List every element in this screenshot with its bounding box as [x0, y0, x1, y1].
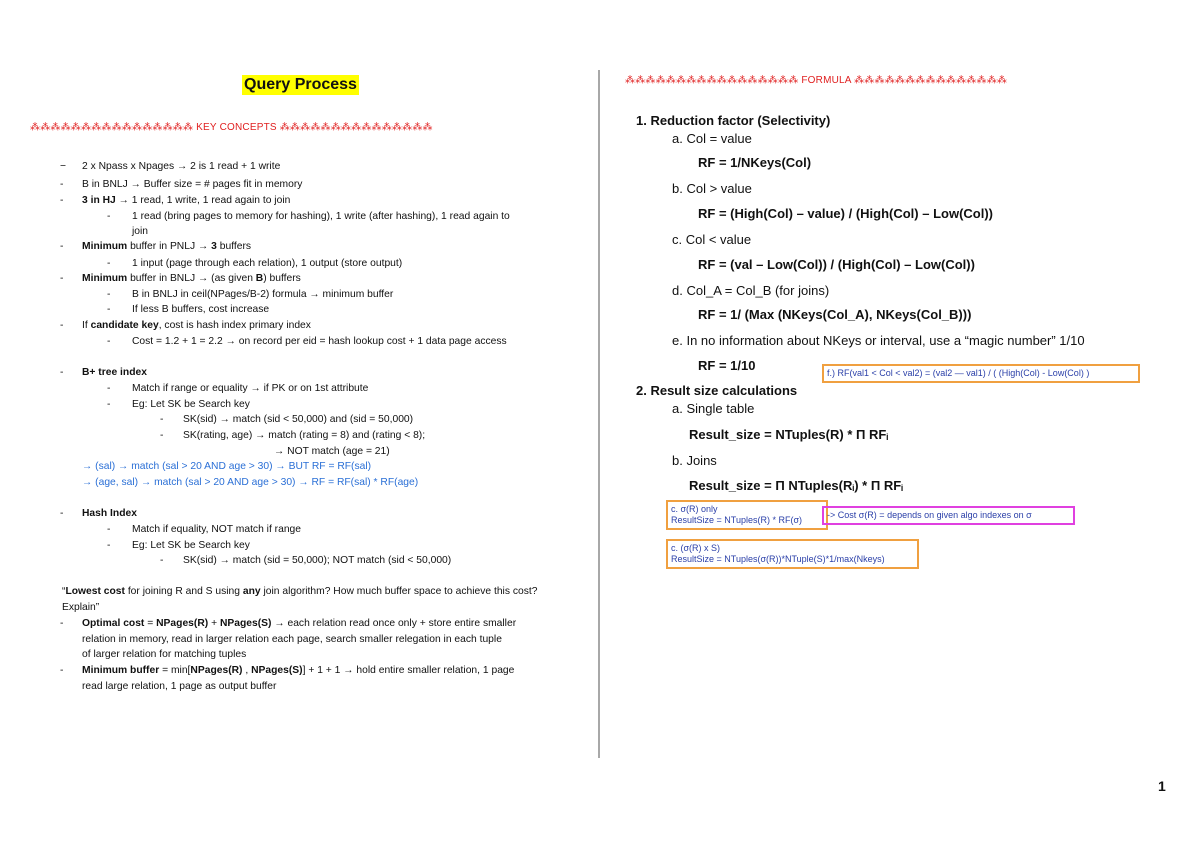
bold-text: B	[255, 273, 264, 284]
bullet-text	[82, 272, 301, 286]
formula-case: d. Col_A = Col_B (for joins)	[672, 283, 830, 298]
bullet-text: B in BNLJ in ceil(NPages/B-2) formula → minimum buffer	[132, 289, 394, 300]
answer-line: of larger relation for matching tuples	[82, 649, 247, 660]
bullet-dash: -	[107, 383, 111, 394]
formula-rf: RF = 1/ (Max (NKeys(Col_A), NKeys(Col_B)))	[698, 307, 972, 322]
text: ) buffers	[263, 273, 301, 284]
bold-text: NPages(S)	[219, 618, 272, 629]
bullet-text: Match if equality, NOT match if range	[132, 524, 302, 535]
section-heading: 2. Result size calculations	[636, 383, 798, 398]
bullet-dash: -	[60, 195, 64, 206]
text: +	[208, 618, 220, 629]
bullet-text: join	[132, 226, 149, 237]
bullet-dash: -	[60, 665, 64, 676]
bullet-text: SK(rating, age) → match (rating = 8) and (rating < 8);	[183, 430, 426, 441]
text: buffer in BNLJ → (as given	[127, 273, 256, 284]
note-box-range: f.) RF(val1 < Col < val2) = (val2 — val1) / ( (High(Col) - Low(Col) )	[822, 364, 1140, 383]
bullet-dash: -	[107, 336, 111, 347]
bullet-text: If less B buffers, cost increase	[132, 304, 270, 315]
note-line: ResultSize = NTuples(σ(R))*NTuple(S)*1/max(Nkeys)	[671, 554, 885, 564]
bullet-dash: -	[60, 273, 64, 284]
bullet-text: Match if range or equality → if PK or on 1st attribute	[132, 383, 369, 394]
bold-text: NPages(R)	[156, 618, 209, 629]
key-concepts-banner: ⁂⁂⁂⁂⁂⁂⁂⁂⁂⁂⁂⁂⁂⁂⁂⁂ KEY CONCEPTS ⁂⁂⁂⁂⁂⁂⁂⁂⁂⁂⁂⁂⁂⁂⁂	[30, 122, 433, 133]
bullet-dash: -	[160, 555, 164, 566]
bold-text: NPages(S)	[251, 665, 303, 676]
bullet-text: B in BNLJ → Buffer size = # pages fit in memory	[82, 179, 303, 190]
blue-note: → (age, sal) → match (sal > 20 AND age > 30) → RF = RF(sal) * RF(age)	[82, 477, 419, 488]
bold-text: Lowest cost	[65, 586, 125, 597]
formula-rf: Result_size = Π NTuples(Rᵢ) * Π RFᵢ	[689, 478, 903, 493]
text: = min[	[159, 665, 191, 676]
bullet-text: Cost = 1.2 + 1 = 2.2 → on record per eid = hash lookup cost + 1 data page access	[132, 336, 507, 347]
text: “	[62, 586, 66, 597]
formula-case: b. Joins	[672, 453, 717, 468]
bullet-dash: -	[160, 430, 164, 441]
bold-text: NPages(R)	[190, 665, 243, 676]
bold-text: 3 in HJ	[82, 195, 116, 206]
bullet-dash: -	[107, 289, 111, 300]
bullet-text	[82, 319, 311, 333]
section-heading: B+ tree index	[82, 367, 147, 378]
note-box-cost: -> Cost σ(R) = depends on given algo indexes on σ	[822, 506, 1075, 525]
formula-banner: ⁂⁂⁂⁂⁂⁂⁂⁂⁂⁂⁂⁂⁂⁂⁂⁂⁂ FORMULA ⁂⁂⁂⁂⁂⁂⁂⁂⁂⁂⁂⁂⁂⁂⁂	[625, 75, 1008, 86]
bullet-dash: -	[107, 540, 111, 551]
question-line: Explain”	[62, 602, 100, 613]
note-line: ResultSize = NTuples(R) * RF(σ)	[671, 515, 802, 525]
right-column	[600, 0, 1200, 850]
formula-rf: RF = 1/10	[698, 358, 756, 373]
bullet-dash: -	[60, 508, 64, 519]
text: , cost is hash index primary index	[158, 320, 311, 331]
page-number: 1	[1158, 778, 1166, 794]
bullet-dash: -	[60, 241, 64, 252]
bullet-dash: -	[107, 304, 111, 315]
text: → each relation read once only + store entire smaller	[271, 618, 517, 629]
bullet-dash: -	[60, 179, 64, 190]
bullet-dash: -	[160, 414, 164, 425]
note-line: c. (σ(R) x S)	[671, 543, 721, 553]
bullet-text: 1 read (bring pages to memory for hashing), 1 write (after hashing), 1 read again to	[132, 211, 510, 222]
section-heading: 1. Reduction factor (Selectivity)	[636, 113, 831, 128]
answer-line	[82, 617, 516, 631]
text: ,	[242, 665, 252, 676]
bullet-text: → NOT match (age = 21)	[274, 446, 390, 457]
text: buffers	[216, 241, 252, 252]
note-box-selection	[666, 500, 828, 530]
bullet-dash: −	[60, 161, 67, 172]
bullet-dash: -	[107, 211, 111, 222]
bullet-dash: -	[60, 367, 64, 378]
note-box-join	[666, 539, 919, 569]
text: ] + 1 + 1 → hold entire smaller relation, 1 page	[302, 665, 515, 676]
bold-text: any	[242, 586, 261, 597]
bullet-dash: -	[107, 399, 111, 410]
page-title: Query Process	[244, 76, 357, 93]
note-line: c. σ(R) only	[671, 504, 718, 514]
formula-case: c. Col < value	[672, 232, 752, 247]
bold-text: Minimum	[82, 241, 128, 252]
bullet-text: SK(sid) → match (sid < 50,000) and (sid = 50,000)	[183, 414, 414, 425]
bullet-text	[82, 240, 251, 254]
formula-case: a. Col = value	[672, 131, 752, 146]
bullet-dash: -	[107, 524, 111, 535]
text: → 1 read, 1 write, 1 read again to join	[115, 195, 291, 206]
bullet-dash: -	[60, 618, 64, 629]
bullet-text: Eg: Let SK be Search key	[132, 399, 250, 410]
text: If	[82, 320, 91, 331]
answer-line	[82, 664, 514, 678]
text: =	[144, 618, 157, 629]
answer-line: relation in memory, read in larger relation each page, search smaller relegation in each tuple	[82, 634, 502, 645]
section-heading: Hash Index	[82, 508, 137, 519]
bullet-text: Eg: Let SK be Search key	[132, 540, 250, 551]
bullet-dash: -	[107, 258, 111, 269]
formula-rf: RF = 1/NKeys(Col)	[698, 155, 812, 170]
bullet-text: SK(sid) → match (sid = 50,000); NOT match (sid < 50,000)	[183, 555, 452, 566]
bold-text: 3	[211, 241, 217, 252]
formula-case: a. Single table	[672, 401, 755, 416]
formula-case: e. In no information about NKeys or interval, use a “magic number” 1/10	[672, 333, 1085, 348]
text: join algorithm? How much buffer space to achieve this cost?	[260, 586, 538, 597]
formula-case: b. Col > value	[672, 181, 752, 196]
bold-text: Optimal cost	[82, 618, 145, 629]
bullet-text: 1 input (page through each relation), 1 output (store output)	[132, 258, 403, 269]
formula-rf: Result_size = NTuples(R) * Π RFᵢ	[689, 427, 889, 442]
bullet-dash: -	[60, 320, 64, 331]
bold-text: candidate key	[90, 320, 159, 331]
formula-rf: RF = (val – Low(Col)) / (High(Col) – Low(Col))	[698, 257, 975, 272]
bold-text: Minimum buffer	[82, 665, 160, 676]
bold-text: Minimum	[82, 273, 128, 284]
bullet-text: 2 x Npass x Npages → 2 is 1 read + 1 write	[82, 161, 281, 172]
question-line	[62, 585, 537, 599]
bullet-text	[82, 194, 290, 208]
formula-rf: RF = (High(Col) – value) / (High(Col) – Low(Col))	[698, 206, 994, 221]
answer-line: read large relation, 1 page as output buffer	[82, 681, 277, 692]
blue-note: → (sal) → match (sal > 20 AND age > 30) → BUT RF = RF(sal)	[82, 461, 372, 472]
text: buffer in PNLJ →	[127, 241, 212, 252]
text: for joining R and S using	[124, 586, 243, 597]
